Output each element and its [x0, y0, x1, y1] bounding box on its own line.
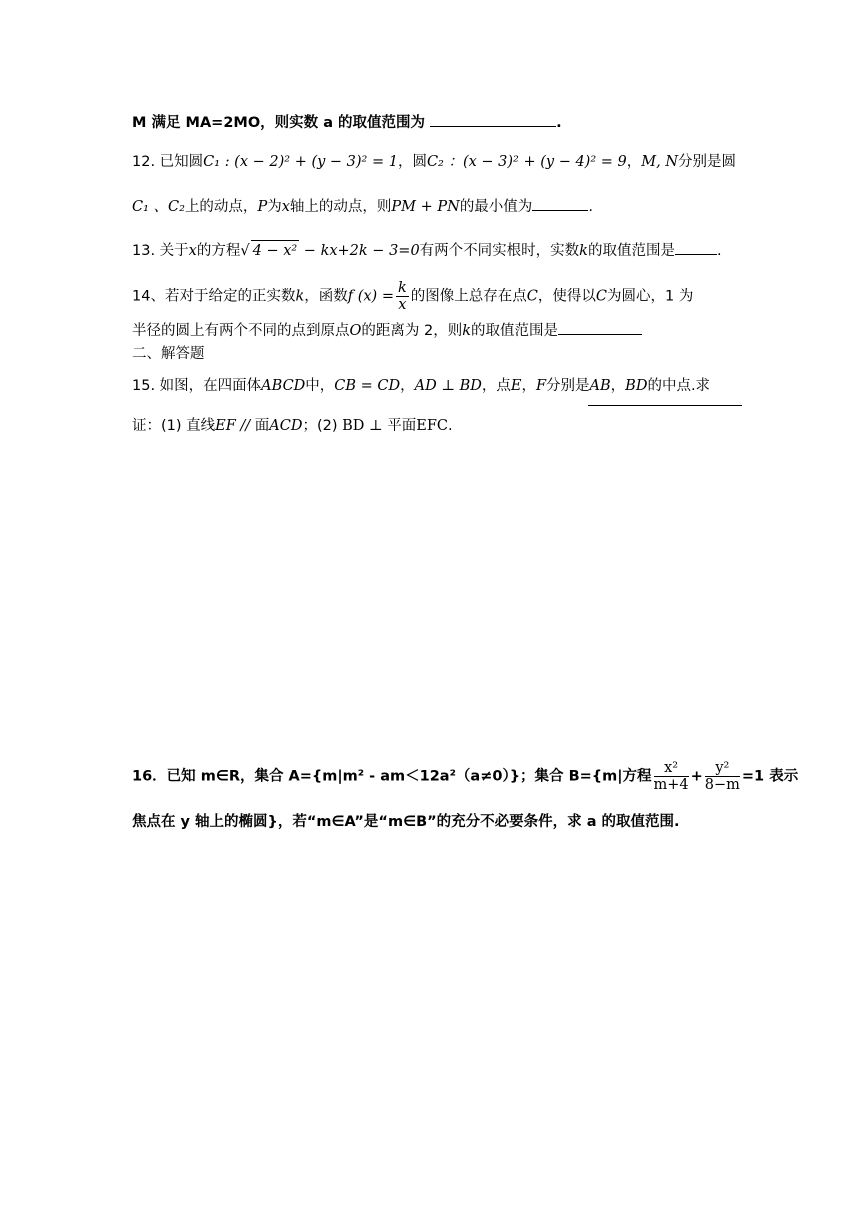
answer-blank [675, 240, 717, 255]
problem-11-continuation: M 满足 MA=2MO，则实数 a 的取值范围为 . [132, 112, 562, 133]
problem-15-line-1: 15. 如图，在四面体ABCD中，CB = CD，AD ⊥ BD，点E，F分别是AB，BD的中点.求 [132, 378, 711, 394]
answer-blank [532, 196, 588, 211]
circle-c2-equation: C₂ ：(x − 3)² + (y − 4)² = 9 [426, 154, 627, 170]
fraction-k-over-x: $\frac{k}{x}$ [397, 280, 407, 313]
section-heading: 二、解答题 [132, 346, 205, 362]
problem-14-line-2: 半径的圆上有两个不同的点到原点O的距离为 2，则k的取值范围是 [132, 320, 642, 341]
fraction-x2-over-m-plus-4: $\frac{\text{x²}}{m+4}$ [653, 760, 689, 793]
circle-c1-equation: C₁ : (x − 2)² + (y − 3)² = 1 [203, 154, 398, 170]
answer-blank [430, 112, 556, 127]
problem-12-line-1: 12. 已知圆C₁ : (x − 2)² + (y − 3)² = 1，圆C₂ ：(x − 3)² + (y − 4)² = 9，M, N分别是圆 [132, 154, 737, 170]
problem-13: 13. 关于x的方程√ 4 − x² − kx+2k − 3=0有两个不同实根时，实数k的取值范围是 . [132, 240, 722, 261]
problem-15-line-2: 证：(1) 直线EF // 面ACD；(2) BD ⊥ 平面EFC. [132, 418, 453, 434]
problem-14-line-1: 14、若对于给定的正实数k，函数f (x) = $\frac{k}{x}$ 的图像上总存在点C，使得以C为圆心，1 为 [132, 280, 694, 313]
sqrt-expression: 4 − x² [251, 240, 300, 261]
fraction-y2-over-8-minus-m: $\frac{\text{y²}}{8-m}$ [704, 760, 740, 793]
answer-blank [558, 320, 642, 335]
problem-16-line-1: 16．已知 m∈R，集合 A={m|m² - am＜12a²（a≠0）}；集合 B={m|方程 $\frac{\text{x²}}{m+4}$ + $\frac{\text{y²}}{8-m}$ =1 表示 [132, 760, 799, 793]
divider-line [588, 405, 742, 406]
problem-16-line-2: 焦点在 y 轴上的椭圆}，若“m∈A”是“m∈B”的充分不必要条件，求 a 的取值范围. [132, 814, 680, 830]
problem-text: M 满足 MA=2MO，则实数 a 的取值范围为 [132, 115, 426, 131]
problem-12-line-2: C₁ 、C₂上的动点，P为x轴上的动点，则PM + PN的最小值为 . [132, 196, 593, 217]
